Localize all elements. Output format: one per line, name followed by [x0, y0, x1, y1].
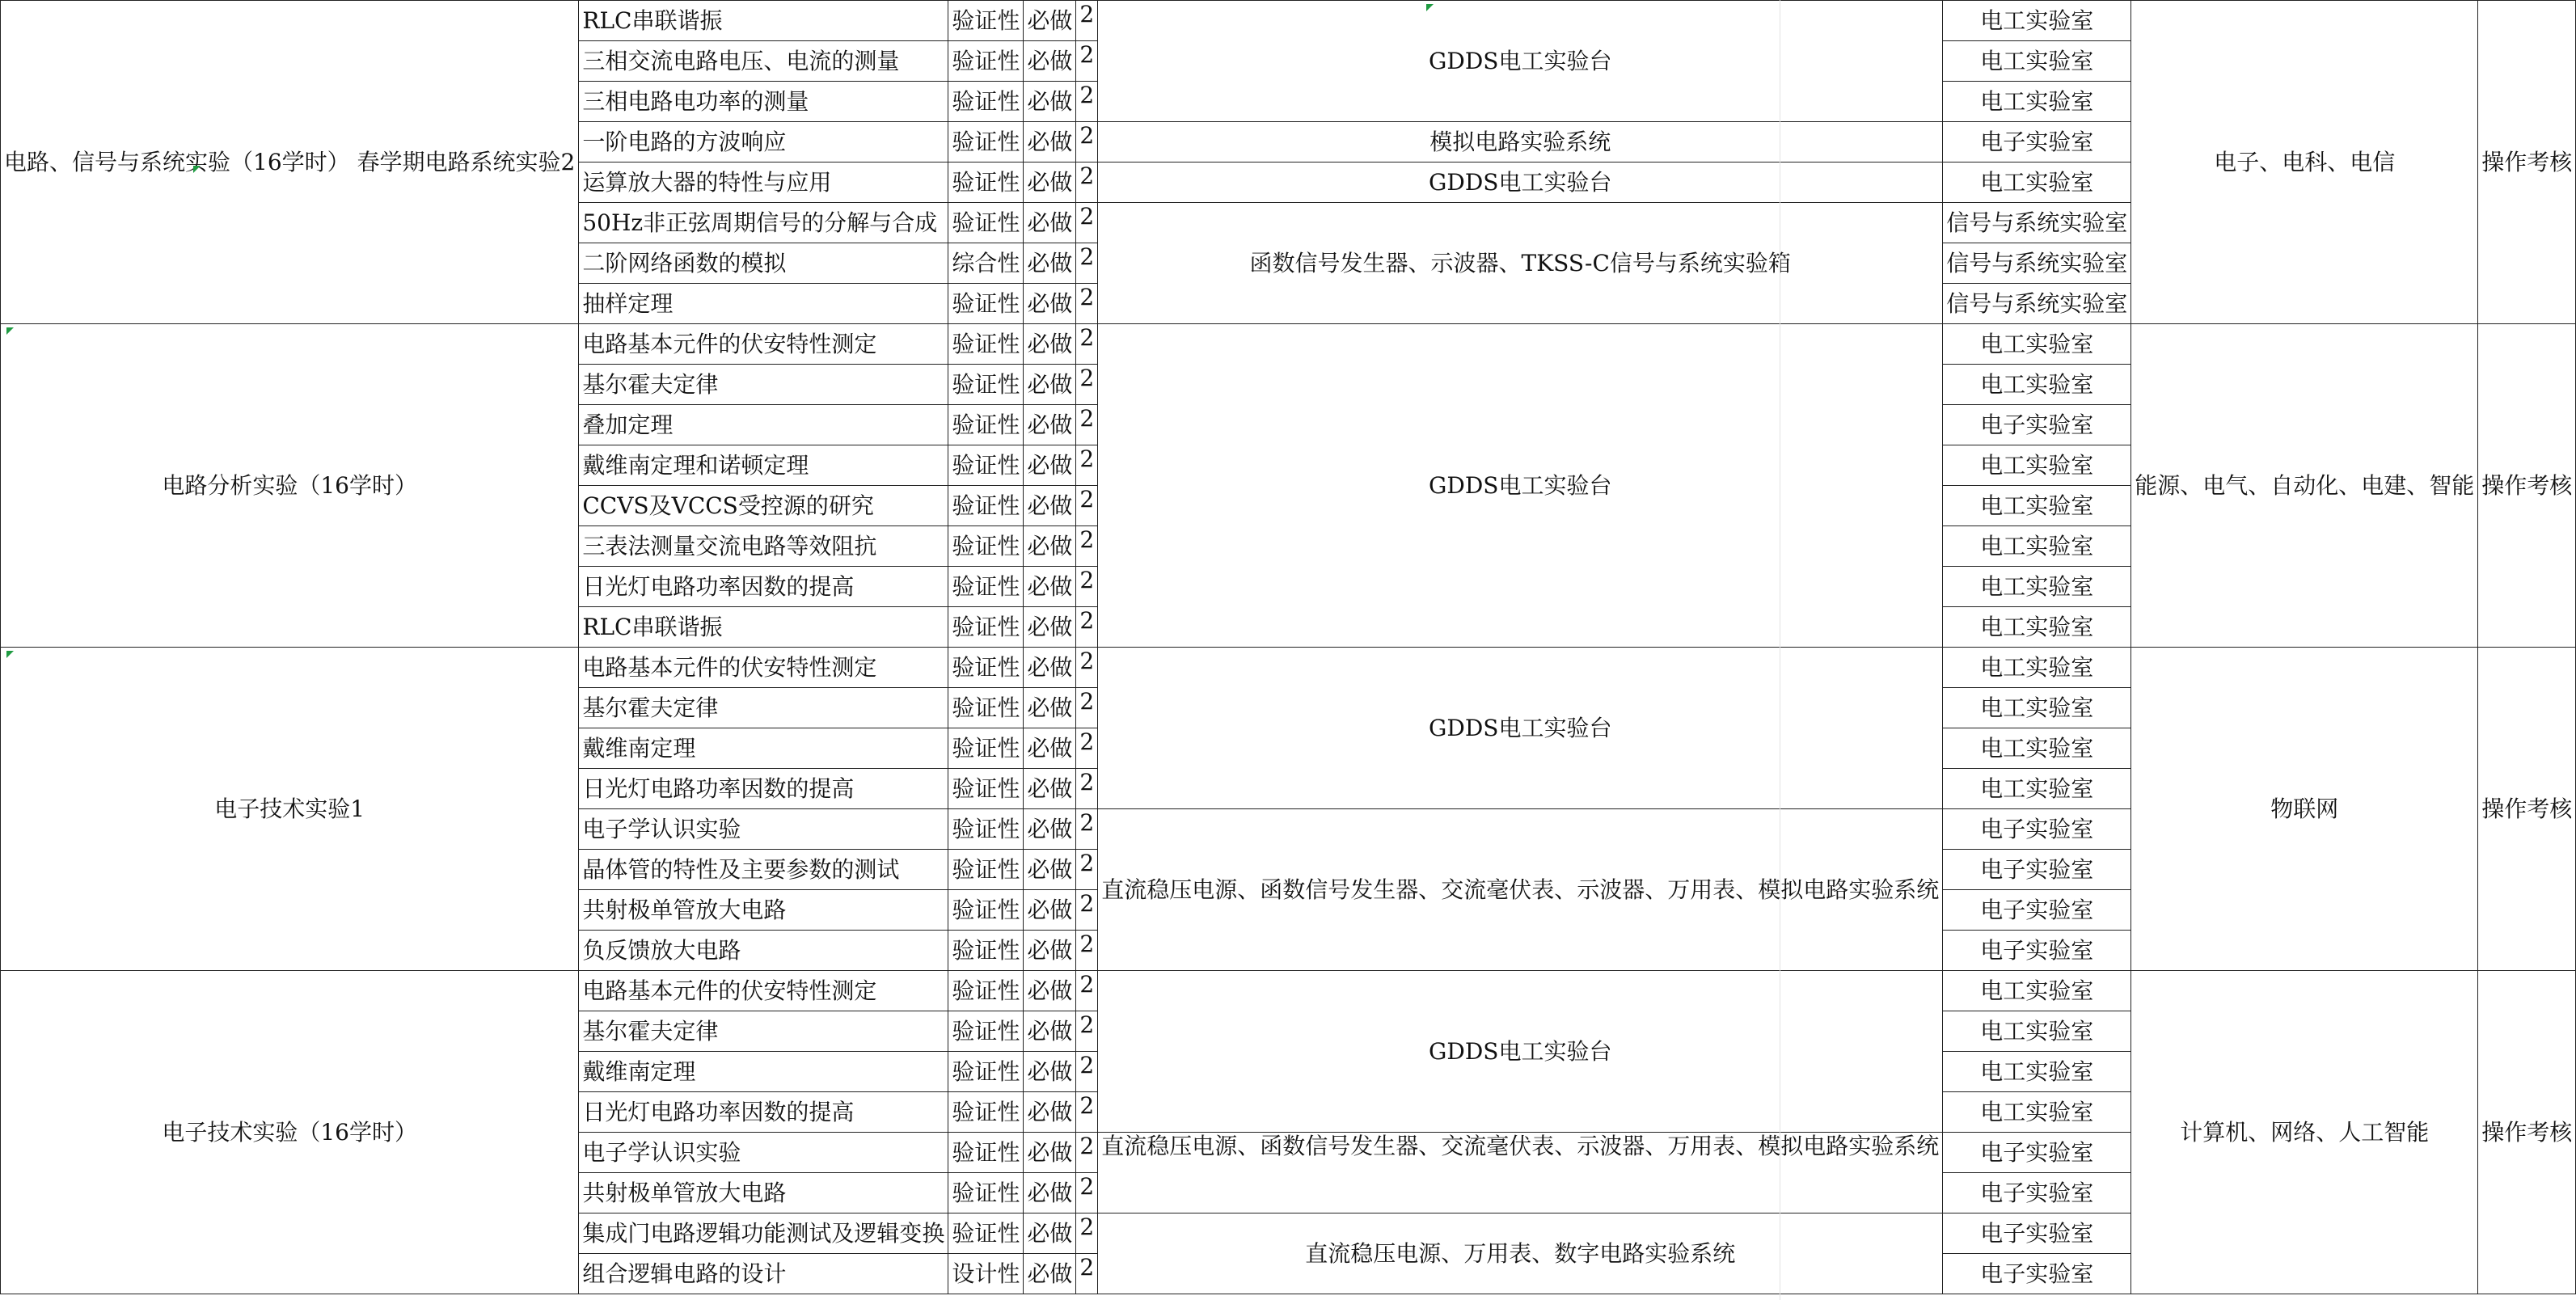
experiment-type-cell[interactable]: 验证性	[948, 567, 1024, 607]
experiment-type-cell[interactable]: 验证性	[948, 203, 1024, 243]
lab-room-cell[interactable]: 电工实验室	[1943, 41, 2131, 82]
hours-cell[interactable]: 2	[1076, 324, 1098, 365]
assessment-cell[interactable]: 操作考核	[2478, 324, 2576, 648]
required-cell[interactable]: 必做	[1024, 648, 1076, 688]
hours-cell[interactable]: 2	[1076, 405, 1098, 445]
lab-room-cell[interactable]: 电工实验室	[1943, 688, 2131, 728]
lab-room-cell[interactable]: 电子实验室	[1943, 890, 2131, 931]
experiment-name-cell[interactable]: 戴维南定理和诺顿定理	[579, 445, 948, 486]
majors-cell[interactable]: 电子、电科、电信	[2131, 1, 2478, 324]
cell-marker-icon	[6, 327, 14, 335]
lab-room-cell[interactable]: 电工实验室	[1943, 648, 2131, 688]
lab-room-cell[interactable]: 电工实验室	[1943, 1052, 2131, 1092]
required-cell[interactable]: 必做	[1024, 324, 1076, 365]
cell-marker-icon	[193, 166, 201, 173]
lab-room-cell[interactable]: 电子实验室	[1943, 122, 2131, 162]
hours-cell[interactable]: 2	[1076, 1173, 1098, 1213]
lab-room-cell[interactable]: 信号与系统实验室	[1943, 243, 2131, 284]
hours-cell[interactable]: 2	[1076, 809, 1098, 850]
experiment-name-cell[interactable]: 一阶电路的方波响应	[579, 122, 948, 162]
required-cell[interactable]: 必做	[1024, 1092, 1076, 1133]
hours-cell[interactable]: 2	[1076, 445, 1098, 486]
lab-room-cell[interactable]: 电工实验室	[1943, 526, 2131, 567]
table-row[interactable]	[1, 1, 2576, 41]
hours-cell[interactable]: 2	[1076, 1052, 1098, 1092]
experiment-type-cell[interactable]: 验证性	[948, 324, 1024, 365]
lab-room-cell[interactable]: 电工实验室	[1943, 728, 2131, 769]
experiment-type-cell[interactable]: 验证性	[948, 486, 1024, 526]
hours-cell[interactable]: 2	[1076, 365, 1098, 405]
hours-cell[interactable]: 2	[1076, 850, 1098, 890]
experiment-name-cell[interactable]: 三相电路电功率的测量	[579, 82, 948, 122]
equipment-text: 直流稳压电源、函数信号发生器、交流毫伏表、示波器、万用表、模拟电路实验系统	[1101, 1133, 1940, 1159]
hours-cell[interactable]: 2	[1076, 82, 1098, 122]
lab-room-cell[interactable]: 电工实验室	[1943, 567, 2131, 607]
equipment-cell[interactable]: 直流稳压电源、函数信号发生器、交流毫伏表、示波器、万用表、模拟电路实验系统	[1098, 809, 1943, 971]
hours-cell[interactable]: 2	[1076, 607, 1098, 648]
experiment-type-cell[interactable]: 验证性	[948, 82, 1024, 122]
experiment-name-cell[interactable]: 二阶网络函数的模拟	[579, 243, 948, 284]
experiment-name-cell[interactable]: 日光灯电路功率因数的提高	[579, 1092, 948, 1133]
experiment-name-cell[interactable]: 集成门电路逻辑功能测试及逻辑变换	[579, 1213, 948, 1254]
assessment-cell[interactable]: 操作考核	[2478, 1, 2576, 324]
cell-marker-icon	[6, 651, 14, 658]
experiment-type-cell[interactable]: 验证性	[948, 1213, 1024, 1254]
lab-room-cell[interactable]: 信号与系统实验室	[1943, 284, 2131, 324]
required-cell[interactable]: 必做	[1024, 526, 1076, 567]
experiment-type-cell[interactable]: 综合性	[948, 243, 1024, 284]
required-cell[interactable]: 必做	[1024, 1011, 1076, 1052]
experiment-type-cell[interactable]: 设计性	[948, 1254, 1024, 1294]
hours-cell[interactable]: 2	[1076, 971, 1098, 1011]
experiment-name-cell[interactable]: 叠加定理	[579, 405, 948, 445]
equipment-cell[interactable]: GDDS电工实验台	[1098, 971, 1943, 1133]
hours-cell[interactable]: 2	[1076, 728, 1098, 769]
required-cell[interactable]: 必做	[1024, 203, 1076, 243]
lab-room-cell[interactable]: 电子实验室	[1943, 850, 2131, 890]
lab-room-cell[interactable]: 电工实验室	[1943, 82, 2131, 122]
lab-room-cell[interactable]: 电子实验室	[1943, 1133, 2131, 1173]
required-cell[interactable]: 必做	[1024, 82, 1076, 122]
experiment-type-cell[interactable]: 验证性	[948, 769, 1024, 809]
required-cell[interactable]: 必做	[1024, 728, 1076, 769]
experiment-name-cell[interactable]: 电路基本元件的伏安特性测定	[579, 648, 948, 688]
experiment-type-cell[interactable]: 验证性	[948, 1011, 1024, 1052]
required-cell[interactable]: 必做	[1024, 769, 1076, 809]
experiment-name-cell[interactable]: RLC串联谐振	[579, 1, 948, 41]
required-cell[interactable]: 必做	[1024, 931, 1076, 971]
required-cell[interactable]: 必做	[1024, 688, 1076, 728]
experiment-type-cell[interactable]: 验证性	[948, 1133, 1024, 1173]
lab-room-cell[interactable]: 电工实验室	[1943, 324, 2131, 365]
lab-room-cell[interactable]: 电工实验室	[1943, 162, 2131, 203]
experiment-type-cell[interactable]: 验证性	[948, 809, 1024, 850]
hours-cell[interactable]: 2	[1076, 203, 1098, 243]
experiment-type-cell[interactable]: 验证性	[948, 365, 1024, 405]
lab-room-cell[interactable]: 电工实验室	[1943, 1, 2131, 41]
hours-cell[interactable]: 2	[1076, 567, 1098, 607]
experiment-name-cell[interactable]: 电子学认识实验	[579, 1133, 948, 1173]
required-cell[interactable]: 必做	[1024, 1254, 1076, 1294]
experiment-name-cell[interactable]: 戴维南定理	[579, 1052, 948, 1092]
course-name-cell[interactable]: 电子技术实验（16学时）	[1, 971, 579, 1294]
lab-room-cell[interactable]: 电工实验室	[1943, 486, 2131, 526]
cell-marker-icon	[1426, 4, 1434, 11]
table-row[interactable]	[1, 971, 2576, 1011]
experiment-type-cell[interactable]: 验证性	[948, 607, 1024, 648]
required-cell[interactable]: 必做	[1024, 1052, 1076, 1092]
required-cell[interactable]: 必做	[1024, 41, 1076, 82]
majors-cell[interactable]: 计算机、网络、人工智能	[2131, 971, 2478, 1294]
hours-cell[interactable]: 2	[1076, 1, 1098, 41]
equipment-cell[interactable]	[1098, 1133, 1943, 1213]
experiment-type-cell[interactable]: 验证性	[948, 1, 1024, 41]
hours-cell[interactable]: 2	[1076, 1254, 1098, 1294]
assessment-cell[interactable]: 操作考核	[2478, 648, 2576, 971]
hours-cell[interactable]: 2	[1076, 890, 1098, 931]
equipment-cell[interactable]: GDDS电工实验台	[1098, 648, 1943, 809]
lab-room-cell[interactable]: 电工实验室	[1943, 769, 2131, 809]
hours-cell[interactable]: 2	[1076, 41, 1098, 82]
experiment-name-cell[interactable]: 50Hz非正弦周期信号的分解与合成	[579, 203, 948, 243]
experiment-type-cell[interactable]: 验证性	[948, 445, 1024, 486]
experiment-type-cell[interactable]: 验证性	[948, 971, 1024, 1011]
hours-cell[interactable]: 2	[1076, 1092, 1098, 1133]
experiment-name-cell[interactable]: 负反馈放大电路	[579, 931, 948, 971]
equipment-cell[interactable]: GDDS电工实验台	[1098, 162, 1943, 203]
experiment-type-cell[interactable]: 验证性	[948, 850, 1024, 890]
experiment-type-cell[interactable]: 验证性	[948, 728, 1024, 769]
experiment-name-cell[interactable]: CCVS及VCCS受控源的研究	[579, 486, 948, 526]
assessment-cell[interactable]: 操作考核	[2478, 971, 2576, 1294]
lab-room-cell[interactable]: 电工实验室	[1943, 971, 2131, 1011]
required-cell[interactable]: 必做	[1024, 607, 1076, 648]
experiment-name-cell[interactable]: 电路基本元件的伏安特性测定	[579, 324, 948, 365]
experiment-type-cell[interactable]: 验证性	[948, 931, 1024, 971]
hours-cell[interactable]: 2	[1076, 243, 1098, 284]
course-name-cell[interactable]: 电路分析实验（16学时）	[1, 324, 579, 648]
required-cell[interactable]: 必做	[1024, 405, 1076, 445]
lab-room-cell[interactable]: 电工实验室	[1943, 445, 2131, 486]
experiment-type-cell[interactable]: 验证性	[948, 648, 1024, 688]
experiment-name-cell[interactable]: 抽样定理	[579, 284, 948, 324]
required-cell[interactable]: 必做	[1024, 809, 1076, 850]
equipment-cell[interactable]: GDDS电工实验台	[1098, 324, 1943, 648]
lab-room-cell[interactable]: 电工实验室	[1943, 1092, 2131, 1133]
required-cell[interactable]: 必做	[1024, 971, 1076, 1011]
hours-cell[interactable]: 2	[1076, 284, 1098, 324]
experiment-name-cell[interactable]: 基尔霍夫定律	[579, 365, 948, 405]
experiment-name-cell[interactable]: 日光灯电路功率因数的提高	[579, 769, 948, 809]
experiment-type-cell[interactable]: 验证性	[948, 41, 1024, 82]
experiment-name-cell[interactable]: 基尔霍夫定律	[579, 1011, 948, 1052]
hours-cell[interactable]: 2	[1076, 122, 1098, 162]
equipment-cell[interactable]: 函数信号发生器、示波器、TKSS-C信号与系统实验箱	[1098, 203, 1943, 324]
hours-cell[interactable]: 2	[1076, 1011, 1098, 1052]
lab-room-cell[interactable]: 信号与系统实验室	[1943, 203, 2131, 243]
experiment-type-cell[interactable]: 验证性	[948, 526, 1024, 567]
majors-cell[interactable]: 物联网	[2131, 648, 2478, 971]
hours-cell[interactable]: 2	[1076, 931, 1098, 971]
lab-room-cell[interactable]: 电子实验室	[1943, 405, 2131, 445]
hours-cell[interactable]: 2	[1076, 162, 1098, 203]
hours-cell[interactable]: 2	[1076, 486, 1098, 526]
lab-room-cell[interactable]: 电子实验室	[1943, 809, 2131, 850]
lab-room-cell[interactable]: 电子实验室	[1943, 1254, 2131, 1294]
experiment-name-cell[interactable]: 电子学认识实验	[579, 809, 948, 850]
table-row[interactable]	[1, 324, 2576, 365]
required-cell[interactable]: 必做	[1024, 850, 1076, 890]
experiment-type-cell[interactable]: 验证性	[948, 688, 1024, 728]
required-cell[interactable]: 必做	[1024, 567, 1076, 607]
required-cell[interactable]: 必做	[1024, 1213, 1076, 1254]
experiment-name-cell[interactable]: 戴维南定理	[579, 728, 948, 769]
hours-cell[interactable]: 2	[1076, 526, 1098, 567]
equipment-cell[interactable]: 直流稳压电源、万用表、数字电路实验系统	[1098, 1213, 1943, 1294]
hours-cell[interactable]: 2	[1076, 1133, 1098, 1173]
experiment-name-cell[interactable]: 日光灯电路功率因数的提高	[579, 567, 948, 607]
experiment-name-cell[interactable]: 三相交流电路电压、电流的测量	[579, 41, 948, 82]
experiment-name-cell[interactable]: 晶体管的特性及主要参数的测试	[579, 850, 948, 890]
required-cell[interactable]: 必做	[1024, 1133, 1076, 1173]
required-cell[interactable]: 必做	[1024, 243, 1076, 284]
majors-cell[interactable]: 能源、电气、自动化、电建、智能	[2131, 324, 2478, 648]
experiment-type-cell[interactable]: 验证性	[948, 284, 1024, 324]
lab-room-cell[interactable]: 电子实验室	[1943, 1173, 2131, 1213]
hours-cell[interactable]: 2	[1076, 1213, 1098, 1254]
experiment-type-cell[interactable]: 验证性	[948, 122, 1024, 162]
required-cell[interactable]: 必做	[1024, 486, 1076, 526]
table-row[interactable]	[1, 648, 2576, 688]
experiment-name-cell[interactable]: 共射极单管放大电路	[579, 1173, 948, 1213]
required-cell[interactable]: 必做	[1024, 1173, 1076, 1213]
lab-room-cell[interactable]: 电工实验室	[1943, 365, 2131, 405]
experiment-type-cell[interactable]: 验证性	[948, 1173, 1024, 1213]
experiment-type-cell[interactable]: 验证性	[948, 1052, 1024, 1092]
required-cell[interactable]: 必做	[1024, 284, 1076, 324]
required-cell[interactable]: 必做	[1024, 365, 1076, 405]
experiment-type-cell[interactable]: 验证性	[948, 162, 1024, 203]
experiment-name-cell[interactable]: RLC串联谐振	[579, 607, 948, 648]
course-name-cell[interactable]: 电路、信号与系统实验（16学时） 春学期电路系统实验2	[1, 1, 579, 324]
experiment-type-cell[interactable]: 验证性	[948, 1092, 1024, 1133]
experiment-name-cell[interactable]: 三表法测量交流电路等效阻抗	[579, 526, 948, 567]
experiment-name-cell[interactable]: 组合逻辑电路的设计	[579, 1254, 948, 1294]
required-cell[interactable]: 必做	[1024, 445, 1076, 486]
lab-room-cell[interactable]: 电子实验室	[1943, 1213, 2131, 1254]
required-cell[interactable]: 必做	[1024, 122, 1076, 162]
equipment-cell[interactable]: GDDS电工实验台	[1098, 1, 1943, 122]
hours-cell[interactable]: 2	[1076, 769, 1098, 809]
experiment-name-cell[interactable]: 基尔霍夫定律	[579, 688, 948, 728]
required-cell[interactable]: 必做	[1024, 1, 1076, 41]
equipment-cell[interactable]: 模拟电路实验系统	[1098, 122, 1943, 162]
experiment-name-cell[interactable]: 共射极单管放大电路	[579, 890, 948, 931]
lab-room-cell[interactable]: 电子实验室	[1943, 931, 2131, 971]
lab-room-cell[interactable]: 电工实验室	[1943, 607, 2131, 648]
experiment-name-cell[interactable]: 电路基本元件的伏安特性测定	[579, 971, 948, 1011]
hours-cell[interactable]: 2	[1076, 688, 1098, 728]
experiment-name-cell[interactable]: 运算放大器的特性与应用	[579, 162, 948, 203]
experiment-type-cell[interactable]: 验证性	[948, 890, 1024, 931]
required-cell[interactable]: 必做	[1024, 890, 1076, 931]
lab-room-cell[interactable]: 电工实验室	[1943, 1011, 2131, 1052]
hours-cell[interactable]: 2	[1076, 648, 1098, 688]
required-cell[interactable]: 必做	[1024, 162, 1076, 203]
experiment-type-cell[interactable]: 验证性	[948, 405, 1024, 445]
course-name-cell[interactable]: 电子技术实验1	[1, 648, 579, 971]
